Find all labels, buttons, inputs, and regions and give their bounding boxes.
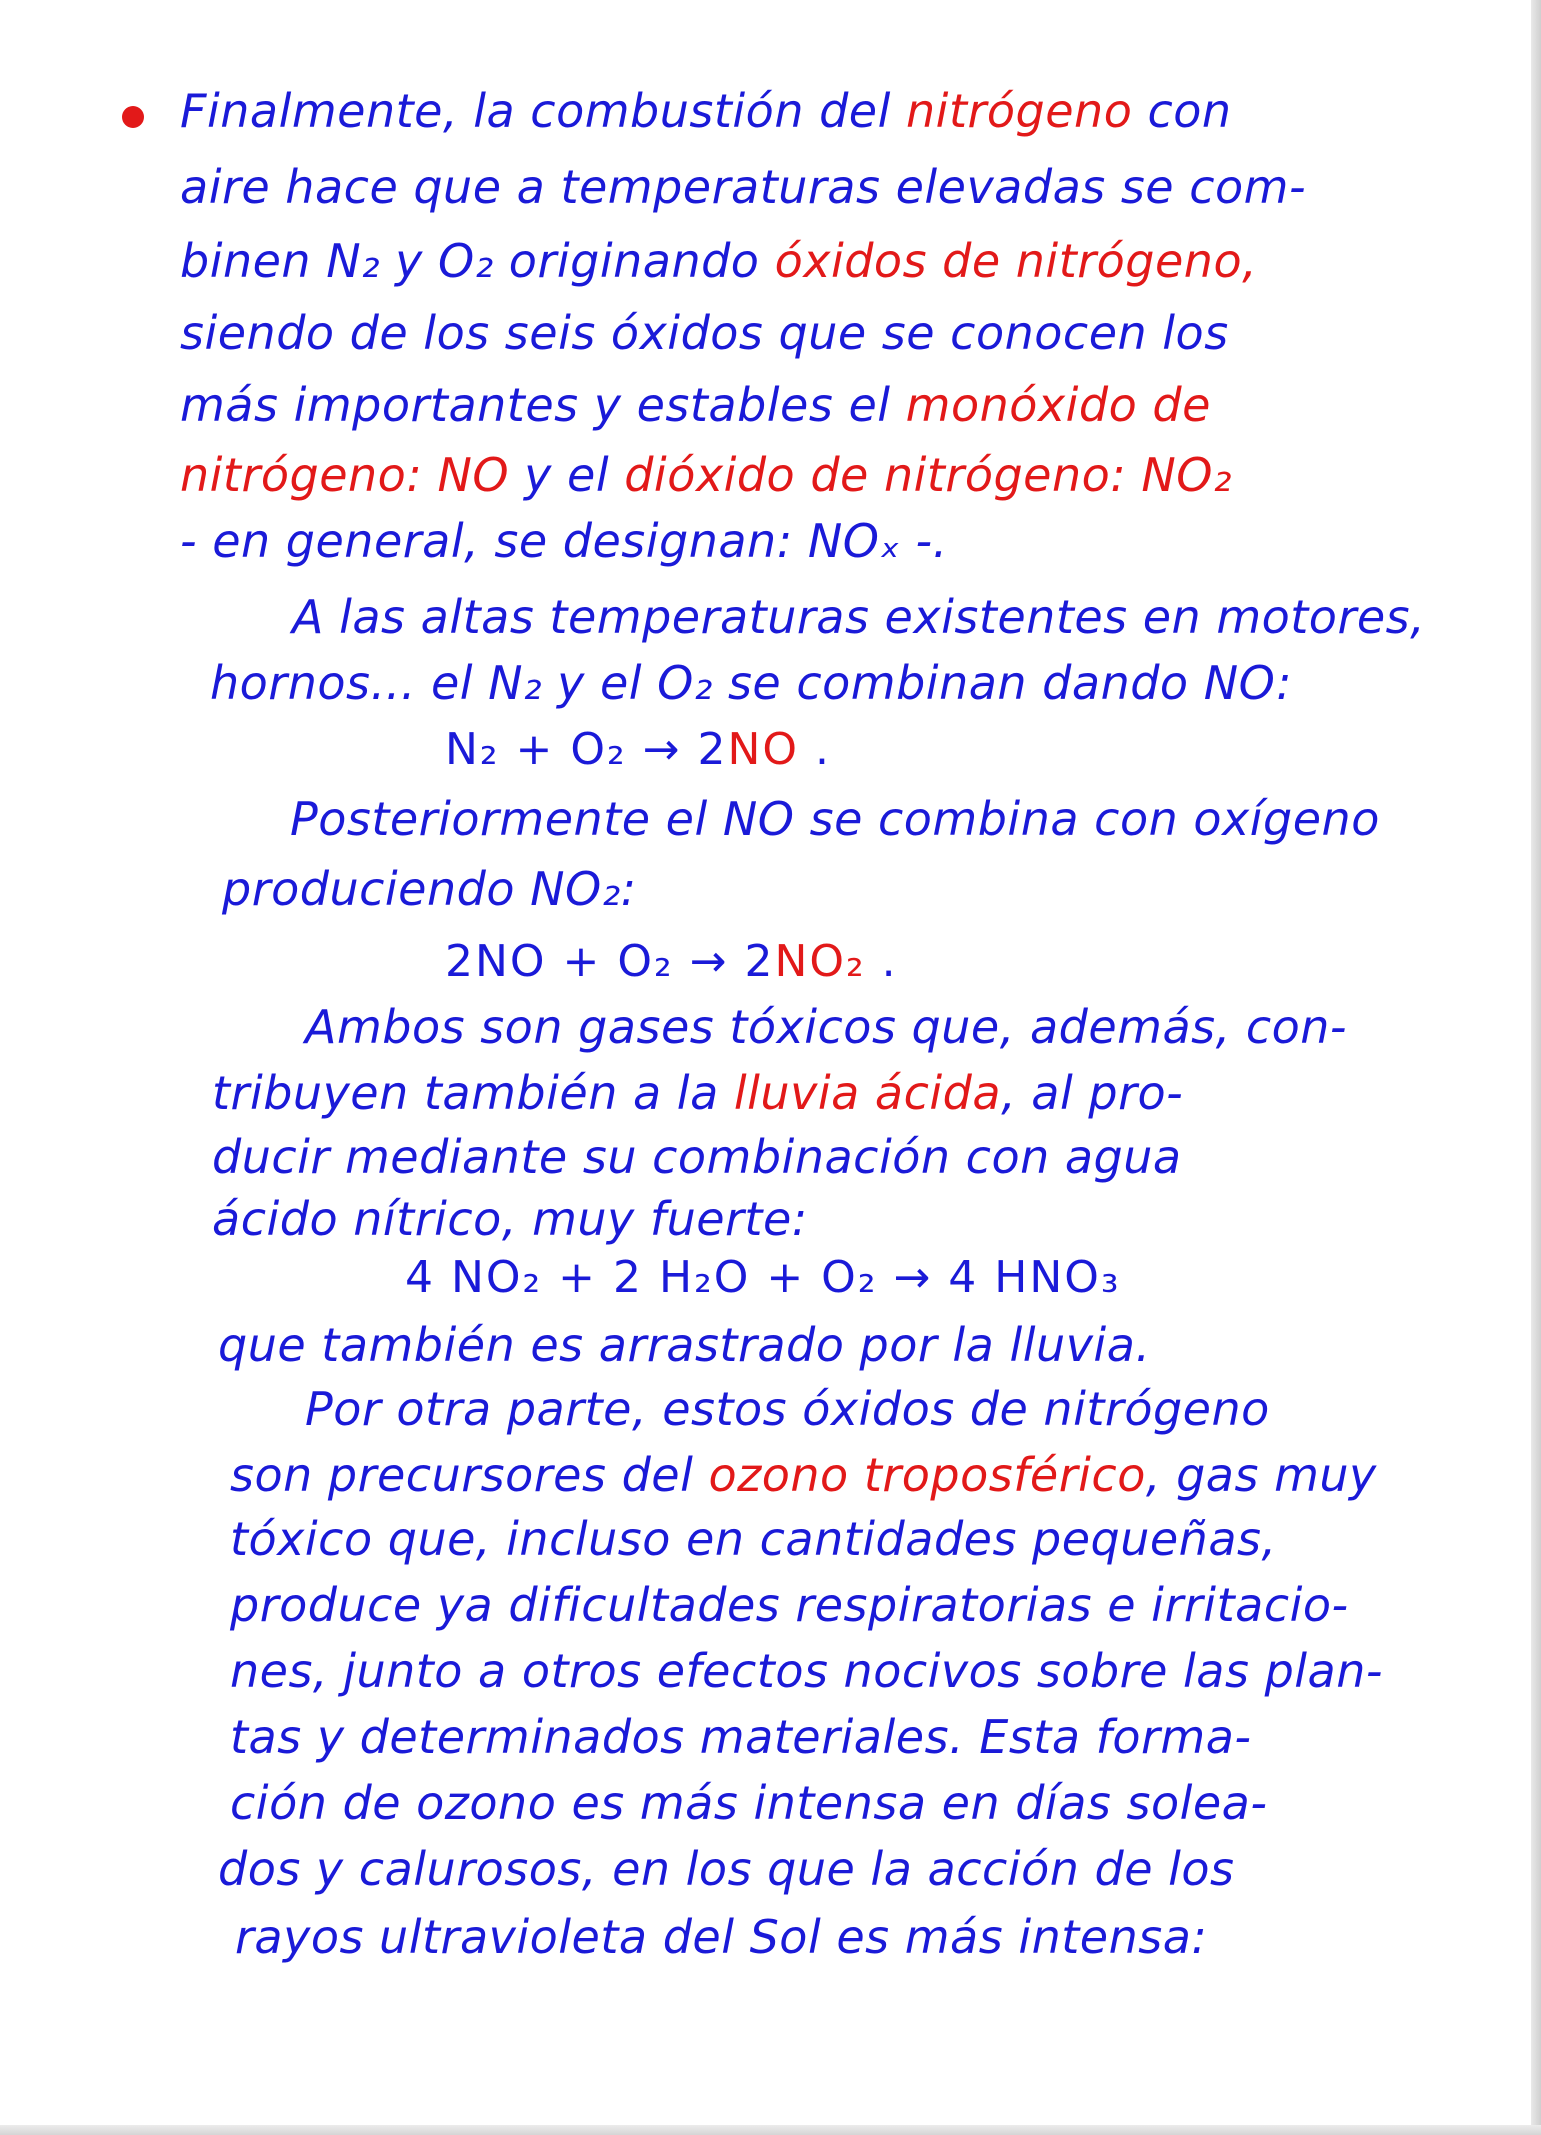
scan-right-edge (1531, 0, 1541, 2135)
term-lluvia-acida: lluvia ácida (733, 1066, 1002, 1120)
p1-line-5: más importantes y estables el monóxido de (180, 378, 1211, 432)
p6-line-7: ción de ozono es más intensa en días solea- (230, 1776, 1268, 1830)
p3-line-2: produciendo NO₂: (222, 862, 637, 916)
p6-line-8: dos y calurosos, en los que la acción de los (218, 1842, 1235, 1896)
p1-line-1: Finalmente, la combustión del nitrógeno con (180, 84, 1232, 138)
scan-bottom-edge (0, 2125, 1541, 2135)
p4-line-1: Ambos son gases tóxicos que, además, con- (305, 1000, 1348, 1054)
p3-line-1: Posteriormente el NO se combina con oxígeno (290, 792, 1380, 846)
p1-line-6: nitrógeno: NO y el dióxido de nitrógeno: NO₂ (180, 448, 1232, 502)
term-ozono-troposferico: ozono troposférico (708, 1448, 1146, 1502)
p6-line-3: tóxico que, incluso en cantidades pequeñas, (230, 1512, 1277, 1566)
p4-line-2: tribuyen también a la lluvia ácida, al pro- (212, 1066, 1184, 1120)
p1-line-4: siendo de los seis óxidos que se conocen los (180, 306, 1229, 360)
red-bullet-icon (122, 106, 144, 128)
p6-line-6: tas y determinados materiales. Esta forma- (230, 1710, 1252, 1764)
p2-line-1: A las altas temperaturas existentes en motores, (292, 590, 1426, 644)
p6-line-4: produce ya dificultades respiratorias e irritacio- (230, 1578, 1349, 1632)
equation-1: N₂ + O₂ → 2NO . (445, 724, 832, 775)
p6-line-5: nes, junto a otros efectos nocivos sobre las plan- (230, 1644, 1383, 1698)
p6-line-2: son precursores del ozono troposférico, gas muy (230, 1448, 1377, 1502)
p2-line-2: hornos... el N₂ y el O₂ se combinan dando NO: (210, 656, 1293, 710)
p4-line-3: ducir mediante su combinación con agua (212, 1130, 1182, 1184)
term-dioxido-de-nitrogeno: dióxido de nitrógeno: NO₂ (624, 448, 1232, 502)
term-nitrogeno: nitrógeno (906, 84, 1133, 138)
term-monoxido-de: monóxido de (905, 378, 1211, 432)
equation-1-product: NO (727, 724, 800, 775)
p4-line-4: ácido nítrico, muy fuerte: (212, 1192, 808, 1246)
equation-3: 4 NO₂ + 2 H₂O + O₂ → 4 HNO₃ (405, 1252, 1121, 1303)
p6-line-1: Por otra parte, estos óxidos de nitrógeno (305, 1382, 1270, 1436)
term-oxidos-de-nitrogeno: óxidos de nitrógeno, (774, 234, 1258, 288)
p1-line-3: binen N₂ y O₂ originando óxidos de nitrógeno, (180, 234, 1258, 288)
p6-line-9: rayos ultravioleta del Sol es más intensa: (235, 1910, 1208, 1964)
equation-2-product: NO₂ (774, 936, 866, 987)
equation-2: 2NO + O₂ → 2NO₂ . (445, 936, 898, 987)
p1-line-7: - en general, se designan: NOₓ -. (180, 514, 948, 568)
p5-line-1: que también es arrastrado por la lluvia. (218, 1318, 1151, 1372)
p1-line-2: aire hace que a temperaturas elevadas se com- (180, 160, 1307, 214)
